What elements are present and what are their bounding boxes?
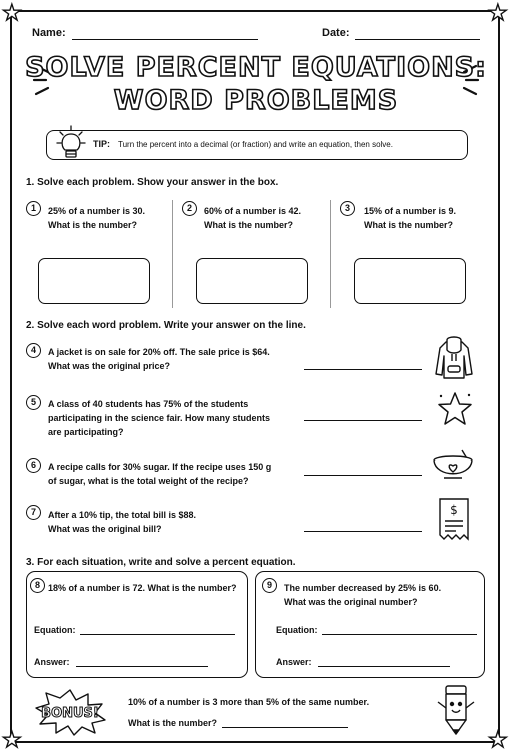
problem-number-1: 1 (26, 201, 41, 216)
problem-9-text (284, 581, 441, 609)
answer-line-9[interactable] (318, 666, 450, 667)
problem-number-7: 7 (26, 505, 41, 520)
star-corner-icon: ★ (488, 0, 508, 25)
answer-line-6[interactable] (304, 475, 422, 476)
bonus-line-1: 10% of a number is 3 more than 5% of the same number. (128, 697, 370, 707)
problem-6-line-2: of sugar, what is the total weight of the recipe? (48, 476, 249, 486)
pencil-character-icon (434, 680, 478, 738)
problem-7-text (48, 508, 196, 536)
date-label: Date: (322, 27, 350, 39)
section-2-heading: 2. Solve each word problem. Write your answer on the line. (26, 320, 306, 331)
problem-2-line-2: What is the number? (204, 220, 294, 230)
answer-label-9: Answer: (276, 657, 312, 667)
problem-2-line-1: 60% of a number is 42. (204, 206, 302, 216)
problem-3-line-1: 15% of a number is 9. (364, 206, 457, 216)
problem-3-text (364, 204, 456, 232)
equation-line-8[interactable] (80, 634, 235, 635)
star-corner-icon: ★ (2, 0, 22, 25)
problem-5-line-2: participating in the science fair. How many students (48, 413, 271, 423)
problem-number-4: 4 (26, 343, 41, 358)
hoodie-icon (434, 334, 474, 380)
lightbulb-icon (56, 124, 86, 164)
name-field[interactable] (72, 39, 258, 40)
problem-1-line-2: What is the number? (48, 220, 138, 230)
bonus-answer-line[interactable] (222, 727, 348, 728)
svg-text:$: $ (450, 503, 458, 517)
bowl-icon (432, 448, 476, 488)
answer-box-2[interactable] (196, 258, 308, 304)
problem-8-text: 18% of a number is 72. What is the number? (48, 583, 237, 593)
answer-line-7[interactable] (304, 531, 422, 532)
name-label: Name: (32, 27, 66, 39)
problem-6-line-1: A recipe calls for 30% sugar. If the recipe uses 150 g (48, 462, 272, 472)
star-icon (436, 390, 474, 428)
problem-6-text (48, 460, 271, 488)
problem-number-8: 8 (30, 578, 45, 593)
problem-number-3: 3 (340, 201, 355, 216)
bonus-burst-icon (32, 686, 108, 736)
answer-box-1[interactable] (38, 258, 150, 304)
problem-2-text (204, 204, 301, 232)
problem-4-line-1: A jacket is on sale for 20% off. The sale price is $64. (48, 347, 270, 357)
column-divider (330, 200, 331, 308)
problem-7-line-2: What was the original bill? (48, 524, 162, 534)
bonus-line-2: What is the number? (128, 718, 218, 728)
answer-label-8: Answer: (34, 657, 70, 667)
problem-4-line-2: What was the original price? (48, 361, 171, 371)
star-corner-icon: ★ (2, 727, 22, 752)
problem-1-text (48, 204, 145, 232)
answer-line-8[interactable] (76, 666, 208, 667)
answer-box-3[interactable] (354, 258, 466, 304)
problem-7-line-1: After a 10% tip, the total bill is $88. (48, 510, 197, 520)
problem-9-line-1: The number decreased by 25% is 60. (284, 583, 442, 593)
receipt-icon (436, 497, 472, 543)
problem-3-line-2: What is the number? (364, 220, 454, 230)
problem-4-text (48, 345, 270, 373)
problem-5-line-1: A class of 40 students has 75% of the students (48, 399, 249, 409)
answer-line-4[interactable] (304, 369, 422, 370)
bonus-badge-text: BONUS! (41, 706, 99, 721)
title-line-1: SOLVE PERCENT EQUATIONS: (25, 52, 487, 83)
answer-line-5[interactable] (304, 420, 422, 421)
tip-label: TIP: (93, 139, 110, 149)
problem-number-2: 2 (182, 201, 197, 216)
section-1-heading: 1. Solve each problem. Show your answer in the box. (26, 177, 279, 188)
problem-number-5: 5 (26, 395, 41, 410)
problem-number-9: 9 (262, 578, 277, 593)
star-corner-icon: ★ (488, 727, 508, 752)
page-title (0, 52, 512, 116)
problem-5-line-3: are participating? (48, 427, 124, 437)
section-3-heading: 3. For each situation, write and solve a percent equation. (26, 557, 296, 568)
equation-label-8: Equation: (34, 625, 76, 635)
equation-line-9[interactable] (322, 634, 477, 635)
problem-9-line-2: What was the original number? (284, 597, 418, 607)
problem-number-6: 6 (26, 458, 41, 473)
equation-label-9: Equation: (276, 625, 318, 635)
problem-1-line-1: 25% of a number is 30. (48, 206, 146, 216)
problem-5-text (48, 397, 270, 439)
title-line-2: WORD PROBLEMS (113, 85, 399, 116)
tip-text: Turn the percent into a decimal (or fraction) and write an equation, then solve. (118, 140, 393, 149)
date-field[interactable] (355, 39, 480, 40)
column-divider (172, 200, 173, 308)
